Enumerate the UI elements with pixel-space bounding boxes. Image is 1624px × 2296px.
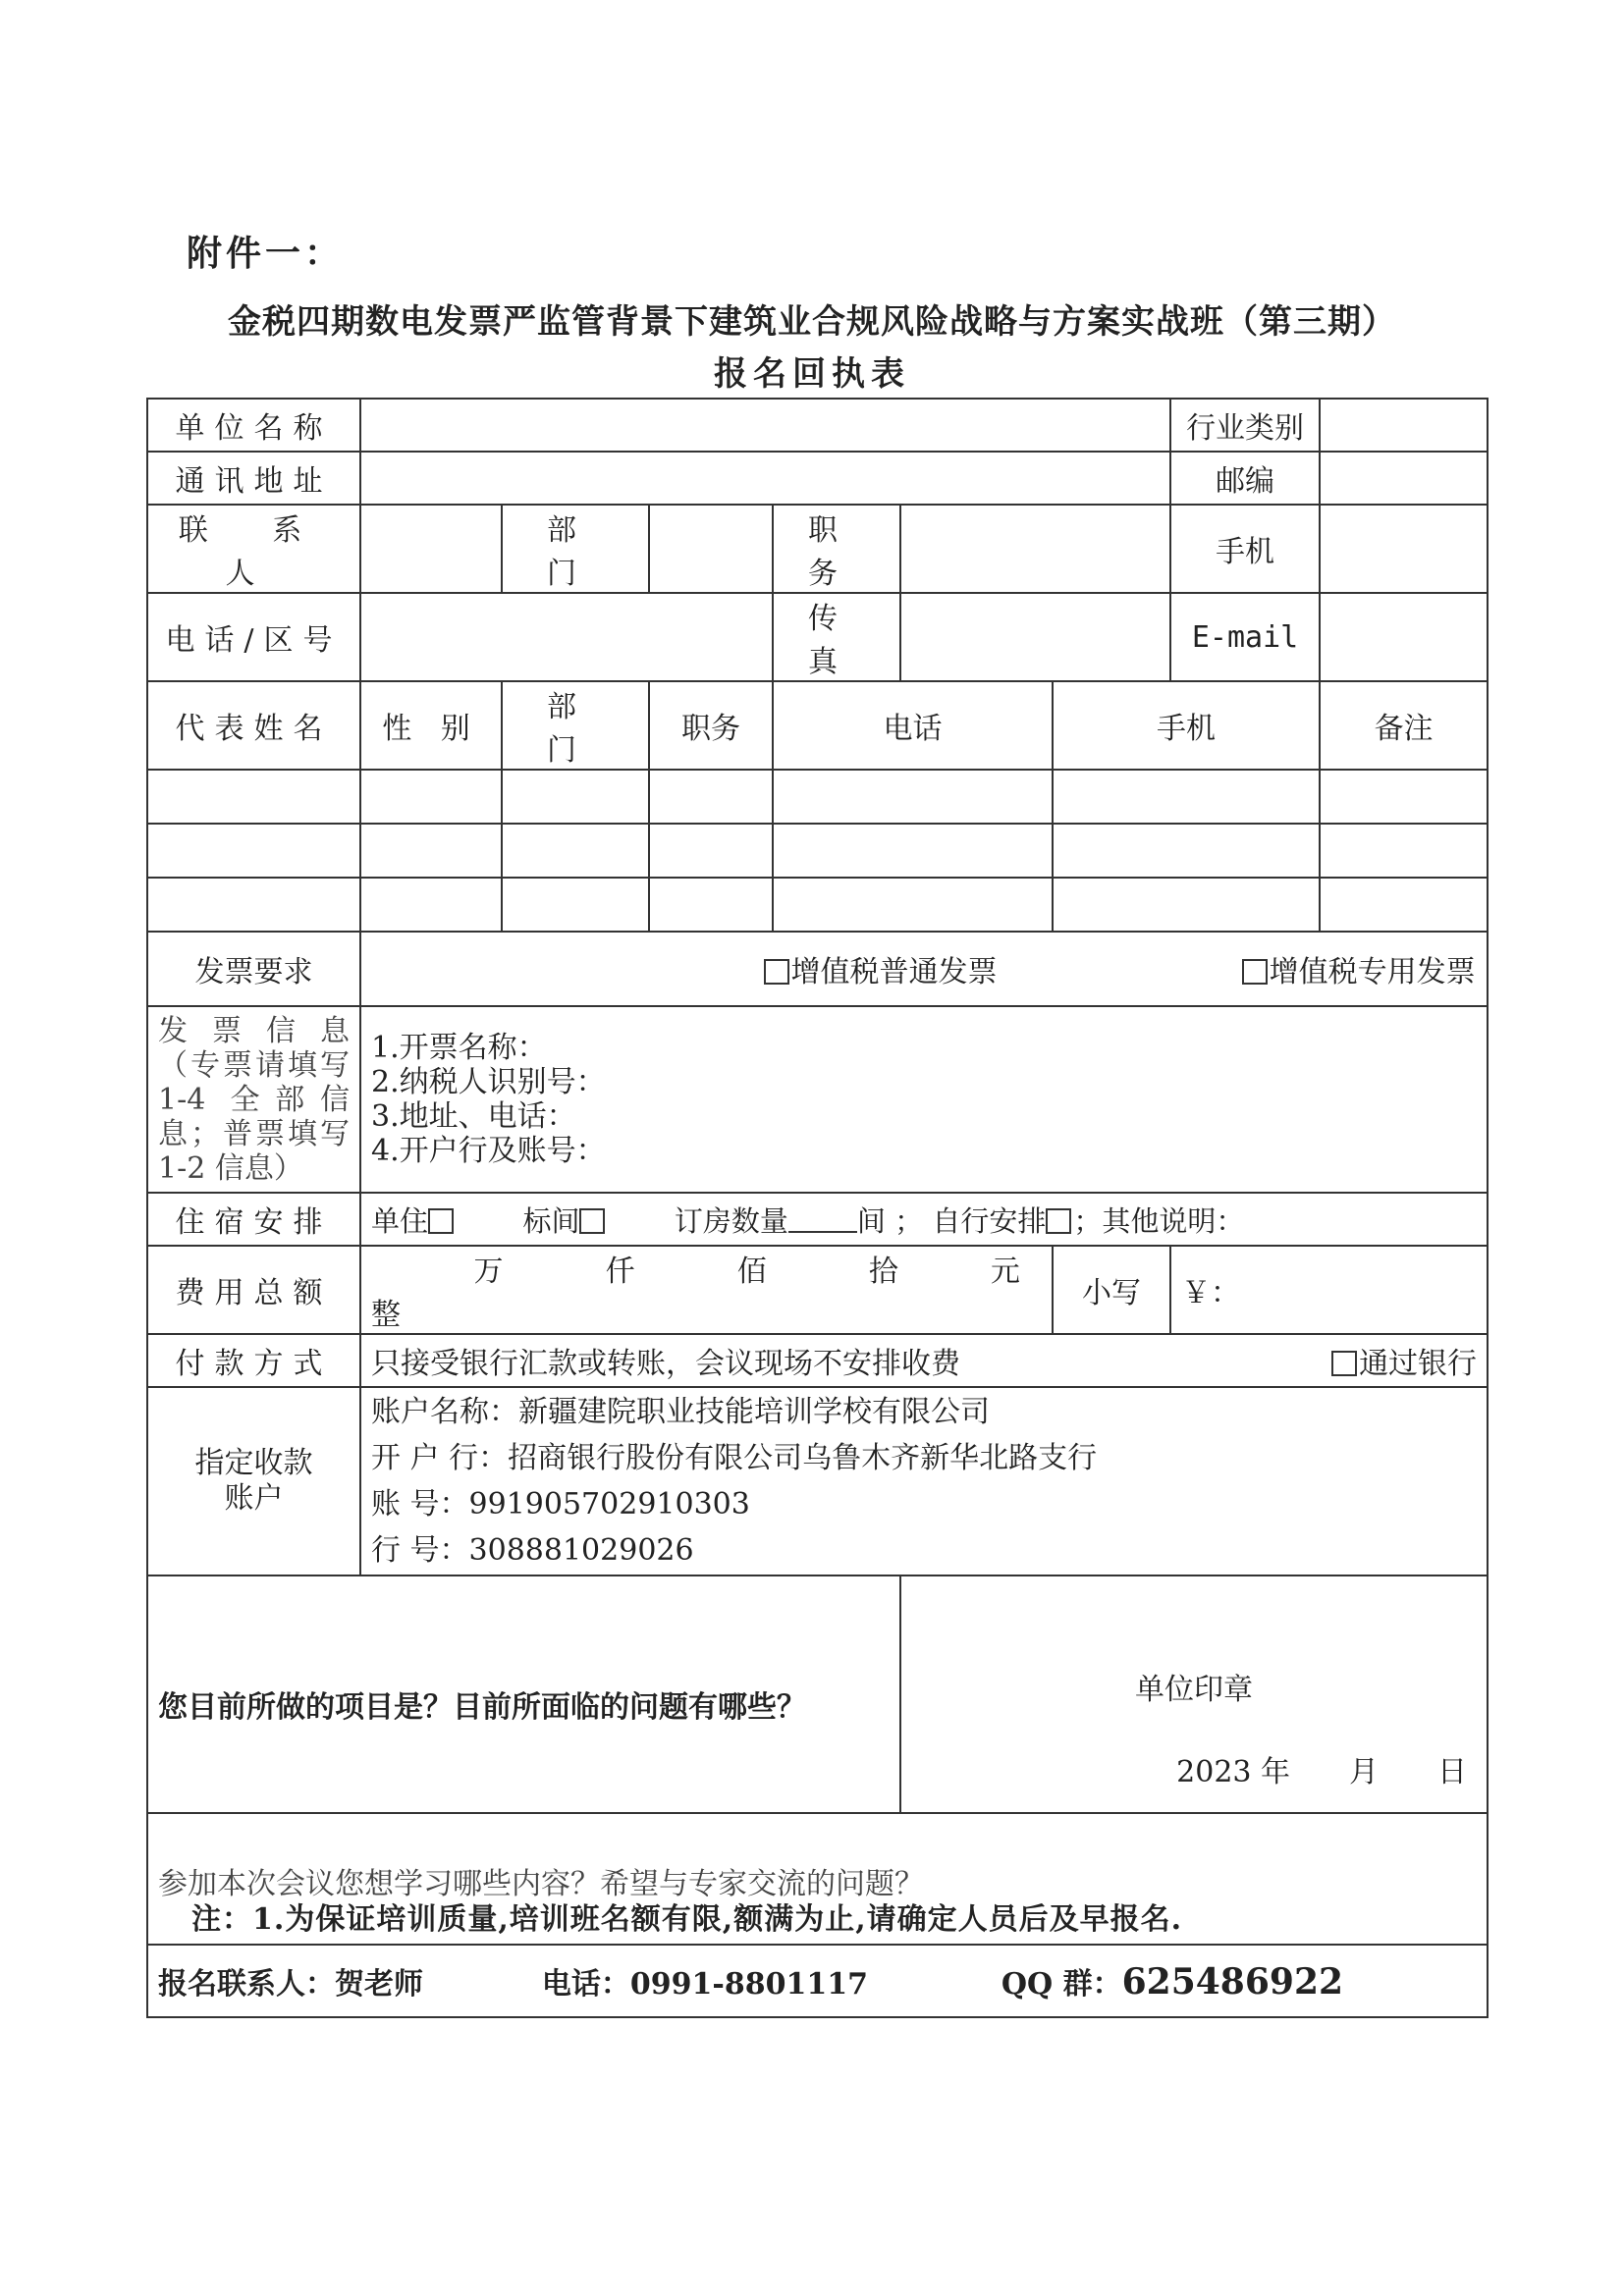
rep-dept-cell[interactable] bbox=[502, 878, 649, 932]
row-contact bbox=[147, 505, 1488, 593]
row-invoice-info bbox=[147, 1006, 1488, 1193]
invoice-info-lines[interactable] bbox=[360, 1006, 1488, 1193]
rep-note-cell[interactable] bbox=[1320, 824, 1488, 878]
row-invoice-requirement bbox=[147, 932, 1488, 1006]
stamp-label: 单位印章 bbox=[1135, 1673, 1254, 1707]
invoice-req-label: 发票要求 bbox=[147, 932, 360, 1006]
fee-uppercase-field[interactable] bbox=[360, 1246, 1053, 1334]
rep-name-cell[interactable] bbox=[147, 824, 360, 878]
rep-position-cell[interactable] bbox=[649, 770, 773, 824]
rep-row bbox=[147, 770, 1488, 824]
contact-phone: 电话：0991-8801117 bbox=[541, 1967, 868, 2002]
question-1-field[interactable] bbox=[147, 1575, 900, 1813]
rep-name-cell[interactable] bbox=[147, 770, 360, 824]
fee-small-label: 小写 bbox=[1053, 1246, 1170, 1334]
payment-text: 只接受银行汇款或转账，会议现场不安排收费 bbox=[371, 1347, 960, 1381]
row-rep-headers bbox=[147, 681, 1488, 770]
form-title: 金税四期数电发票严监管背景下建筑业合规风险战略与方案实战班（第三期） bbox=[228, 302, 1396, 342]
invoice-line-2: 2.纳税人识别号： bbox=[371, 1065, 606, 1099]
rep-phone-cell[interactable] bbox=[773, 824, 1053, 878]
date-line: 2023 年 月 日 bbox=[1176, 1755, 1468, 1789]
rep-mobile-cell[interactable] bbox=[1053, 824, 1320, 878]
checkbox-icon[interactable] bbox=[1331, 1351, 1357, 1376]
contact-person: 报名联系人：贺老师 bbox=[158, 1967, 423, 2002]
account-name: 账户名称：新疆建院职业技能培训学校有限公司 bbox=[371, 1395, 990, 1429]
position-field[interactable] bbox=[900, 505, 1170, 593]
account-bank: 开 户 行：招商银行股份有限公司乌鲁木齐新华北路支行 bbox=[371, 1441, 1098, 1475]
fee-small-field[interactable] bbox=[1170, 1246, 1488, 1334]
yen-label: ￥： bbox=[1181, 1276, 1241, 1310]
rep-gender-cell[interactable] bbox=[360, 770, 502, 824]
lodging-label: 住宿安排 bbox=[147, 1193, 360, 1246]
bank-transfer-option[interactable]: 通过银行 bbox=[1331, 1339, 1477, 1382]
rep-mobile-cell[interactable] bbox=[1053, 878, 1320, 932]
question-2-text: 参加本次会议您想学习哪些内容？希望与专家交流的问题？ bbox=[158, 1867, 924, 1901]
department-label: 部 门 bbox=[502, 505, 649, 593]
fee-unit-shi: 拾 bbox=[868, 1255, 898, 1289]
rep-header-name: 代表姓名 bbox=[147, 681, 360, 770]
row-payment bbox=[147, 1334, 1488, 1387]
phone-area-field[interactable] bbox=[360, 593, 773, 681]
contact-person-field[interactable] bbox=[360, 505, 502, 593]
rep-header-position: 职务 bbox=[649, 681, 773, 770]
form-subtitle: 报名回执表 bbox=[714, 354, 910, 394]
qq-number: 625486922 bbox=[1121, 1961, 1344, 2002]
rep-phone-cell[interactable] bbox=[773, 770, 1053, 824]
checkbox-icon[interactable] bbox=[579, 1208, 605, 1234]
account-number: 账 号：991905702910303 bbox=[371, 1487, 750, 1522]
rep-gender-cell[interactable] bbox=[360, 824, 502, 878]
rep-name-cell[interactable] bbox=[147, 878, 360, 932]
checkbox-icon[interactable] bbox=[428, 1208, 454, 1234]
bank-code: 行 号：308881029026 bbox=[371, 1533, 694, 1568]
row-address bbox=[147, 452, 1488, 505]
row-question-1 bbox=[147, 1575, 1488, 1813]
fee-unit-bai: 佰 bbox=[736, 1255, 767, 1289]
rep-row bbox=[147, 824, 1488, 878]
address-label: 通讯地址 bbox=[147, 452, 360, 505]
row-contact-info bbox=[147, 1945, 1488, 2017]
rep-header-gender: 性 别 bbox=[360, 681, 502, 770]
stamp-area bbox=[900, 1575, 1488, 1813]
invoice-info-label: 发 票 信 息（专票请填写 1-4 全部信息；普票填写 1-2 信息） bbox=[147, 1006, 360, 1193]
postcode-field[interactable] bbox=[1320, 452, 1488, 505]
rep-dept-cell[interactable] bbox=[502, 770, 649, 824]
checkbox-icon[interactable] bbox=[1242, 959, 1268, 985]
fax-field[interactable] bbox=[900, 593, 1170, 681]
address-field[interactable] bbox=[360, 452, 1170, 505]
standard-room-option[interactable]: 标间 bbox=[522, 1204, 607, 1238]
email-label: E-mail bbox=[1170, 593, 1320, 681]
mobile-label: 手机 bbox=[1170, 505, 1320, 593]
row-account bbox=[147, 1387, 1488, 1575]
fee-unit-qian: 仟 bbox=[605, 1255, 635, 1289]
invoice-req-options bbox=[360, 932, 1488, 1006]
rep-note-cell[interactable] bbox=[1320, 770, 1488, 824]
lodging-options bbox=[360, 1193, 1488, 1246]
row-phone bbox=[147, 593, 1488, 681]
footnote: 注：1.为保证培训质量,培训班名额有限,额满为止,请确定人员后及早报名. bbox=[191, 1902, 1183, 1937]
position-label: 职 务 bbox=[773, 505, 900, 593]
checkbox-icon[interactable] bbox=[1046, 1208, 1071, 1234]
rep-phone-cell[interactable] bbox=[773, 878, 1053, 932]
rep-note-cell[interactable] bbox=[1320, 878, 1488, 932]
room-count-label: 订房数量 bbox=[674, 1203, 788, 1238]
industry-field[interactable] bbox=[1320, 399, 1488, 452]
account-label: 指定收款账户 bbox=[147, 1387, 360, 1575]
self-arrange-option[interactable]: 自行安排 bbox=[932, 1204, 1073, 1238]
fee-label: 费用总额 bbox=[147, 1246, 360, 1334]
room-unit-label: 间 ； bbox=[856, 1203, 924, 1238]
fax-label: 传 真 bbox=[773, 593, 900, 681]
payment-label: 付款方式 bbox=[147, 1334, 360, 1387]
rep-dept-cell[interactable] bbox=[502, 824, 649, 878]
account-details bbox=[360, 1387, 1488, 1575]
rep-gender-cell[interactable] bbox=[360, 878, 502, 932]
registration-form-table bbox=[146, 398, 1489, 2018]
rep-header-department: 部 门 bbox=[502, 681, 649, 770]
fee-unit-wan: 万 bbox=[473, 1255, 504, 1289]
payment-field bbox=[360, 1334, 1488, 1387]
rep-header-phone: 电话 bbox=[773, 681, 1053, 770]
rep-header-note: 备注 bbox=[1320, 681, 1488, 770]
general-invoice-option[interactable]: 增值税普通发票 bbox=[764, 955, 998, 989]
invoice-line-1: 1.开票名称： bbox=[371, 1031, 547, 1065]
fee-unit-yuan: 元整 bbox=[371, 1255, 1020, 1332]
phone-area-label: 电话/区号 bbox=[147, 593, 360, 681]
email-field[interactable] bbox=[1320, 593, 1488, 681]
qq-label: QQ 群： bbox=[1001, 1967, 1122, 2002]
special-invoice-option[interactable]: 增值税专用发票 bbox=[1242, 955, 1476, 989]
invoice-line-3: 3.地址、电话： bbox=[371, 1099, 576, 1134]
unit-name-field[interactable] bbox=[360, 399, 1170, 452]
rep-row bbox=[147, 878, 1488, 932]
annex-label: 附件一： bbox=[187, 233, 345, 274]
single-room-option[interactable]: 单住 bbox=[371, 1204, 456, 1238]
department-field[interactable] bbox=[649, 505, 773, 593]
invoice-line-4: 4.开户行及账号： bbox=[371, 1134, 606, 1168]
mobile-field[interactable] bbox=[1320, 505, 1488, 593]
rep-position-cell[interactable] bbox=[649, 824, 773, 878]
checkbox-icon[interactable] bbox=[764, 959, 789, 985]
row-unit bbox=[147, 399, 1488, 452]
rep-position-cell[interactable] bbox=[649, 878, 773, 932]
industry-label: 行业类别 bbox=[1170, 399, 1320, 452]
room-count-field[interactable] bbox=[788, 1205, 857, 1233]
other-notes-label: ；其他说明： bbox=[1073, 1203, 1245, 1238]
postcode-label: 邮编 bbox=[1170, 452, 1320, 505]
unit-name-label: 单位名称 bbox=[147, 399, 360, 452]
row-lodging bbox=[147, 1193, 1488, 1246]
contact-person-label: 联 系 人 bbox=[147, 505, 360, 593]
row-fee bbox=[147, 1246, 1488, 1334]
question-1-text: 您目前所做的项目是？目前所面临的问题有哪些？ bbox=[158, 1690, 806, 1725]
rep-mobile-cell[interactable] bbox=[1053, 770, 1320, 824]
contact-info bbox=[147, 1945, 1488, 2017]
rep-header-mobile: 手机 bbox=[1053, 681, 1320, 770]
